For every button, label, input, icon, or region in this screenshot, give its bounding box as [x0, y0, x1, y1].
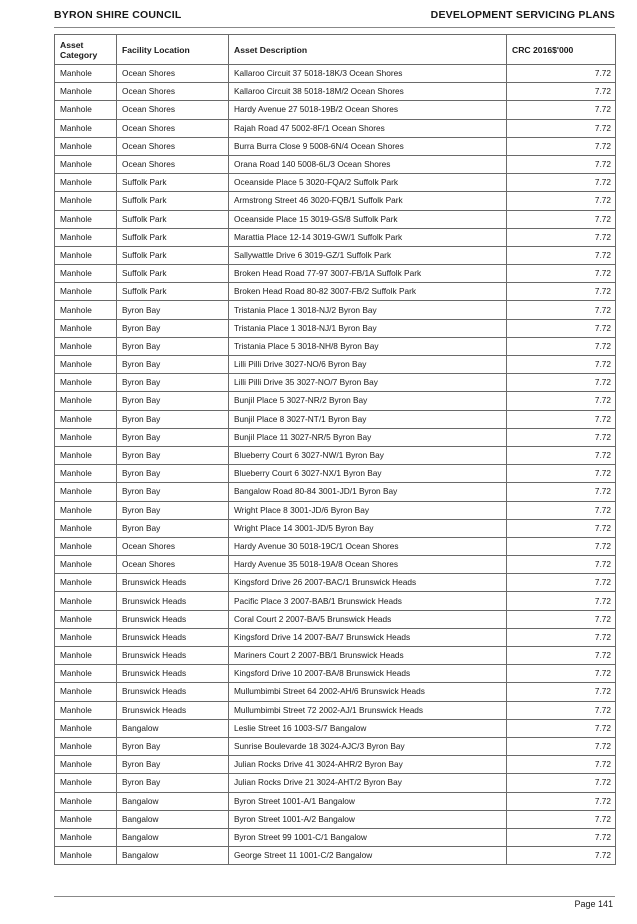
column-header-asset-category: Asset Category: [55, 35, 117, 65]
cell-asset-description: Wright Place 14 3001-JD/5 Byron Bay: [229, 519, 507, 537]
table-row: [55, 446, 616, 464]
cell-facility-location: Brunswick Heads: [117, 610, 229, 628]
cell-asset-category: Manhole: [55, 465, 117, 483]
table-row: [55, 337, 616, 355]
cell-asset-category: Manhole: [55, 374, 117, 392]
cell-asset-description: Wright Place 8 3001-JD/6 Byron Bay: [229, 501, 507, 519]
cell-facility-location: Ocean Shores: [117, 83, 229, 101]
cell-asset-category: Manhole: [55, 683, 117, 701]
table-row: [55, 83, 616, 101]
cell-crc: 7.72: [507, 483, 616, 501]
cell-asset-category: Manhole: [55, 210, 117, 228]
cell-facility-location: Brunswick Heads: [117, 628, 229, 646]
cell-asset-category: Manhole: [55, 665, 117, 683]
cell-crc: 7.72: [507, 701, 616, 719]
cell-asset-category: Manhole: [55, 392, 117, 410]
table-row: [55, 210, 616, 228]
table-row: [55, 847, 616, 865]
cell-asset-category: Manhole: [55, 719, 117, 737]
cell-asset-description: Armstrong Street 46 3020-FQB/1 Suffolk Park: [229, 192, 507, 210]
cell-crc: 7.72: [507, 719, 616, 737]
cell-asset-description: Byron Street 1001-A/1 Bangalow: [229, 792, 507, 810]
cell-facility-location: Brunswick Heads: [117, 665, 229, 683]
cell-asset-category: Manhole: [55, 428, 117, 446]
table-row: [55, 483, 616, 501]
cell-crc: 7.72: [507, 337, 616, 355]
cell-asset-category: Manhole: [55, 101, 117, 119]
cell-facility-location: Bangalow: [117, 847, 229, 865]
cell-crc: 7.72: [507, 174, 616, 192]
cell-asset-category: Manhole: [55, 756, 117, 774]
table-row: [55, 265, 616, 283]
cell-asset-description: Hardy Avenue 30 5018-19C/1 Ocean Shores: [229, 537, 507, 555]
asset-table: [54, 34, 616, 865]
cell-asset-description: Kingsford Drive 26 2007-BAC/1 Brunswick Heads: [229, 574, 507, 592]
table-row: [55, 719, 616, 737]
cell-crc: 7.72: [507, 628, 616, 646]
cell-crc: 7.72: [507, 537, 616, 555]
cell-crc: 7.72: [507, 265, 616, 283]
cell-asset-description: Blueberry Court 6 3027-NX/1 Byron Bay: [229, 465, 507, 483]
cell-crc: 7.72: [507, 665, 616, 683]
table-row: [55, 610, 616, 628]
cell-crc: 7.72: [507, 155, 616, 173]
page-header: [54, 9, 615, 25]
cell-facility-location: Bangalow: [117, 828, 229, 846]
cell-crc: 7.72: [507, 828, 616, 846]
cell-crc: 7.72: [507, 65, 616, 83]
cell-asset-description: Bangalow Road 80-84 3001-JD/1 Byron Bay: [229, 483, 507, 501]
table-row: [55, 374, 616, 392]
column-header-asset-description: Asset Description: [229, 35, 507, 65]
cell-facility-location: Bangalow: [117, 792, 229, 810]
cell-asset-category: Manhole: [55, 228, 117, 246]
cell-facility-location: Bangalow: [117, 719, 229, 737]
cell-facility-location: Byron Bay: [117, 356, 229, 374]
cell-asset-description: Kallaroo Circuit 38 5018-18M/2 Ocean Shores: [229, 83, 507, 101]
cell-asset-description: Hardy Avenue 27 5018-19B/2 Ocean Shores: [229, 101, 507, 119]
cell-crc: 7.72: [507, 228, 616, 246]
cell-crc: 7.72: [507, 392, 616, 410]
table-row: [55, 737, 616, 755]
cell-asset-category: Manhole: [55, 501, 117, 519]
cell-facility-location: Byron Bay: [117, 410, 229, 428]
cell-facility-location: Byron Bay: [117, 501, 229, 519]
cell-asset-category: Manhole: [55, 701, 117, 719]
cell-facility-location: Ocean Shores: [117, 119, 229, 137]
cell-asset-description: Mullumbimbi Street 64 2002-AH/6 Brunswick Heads: [229, 683, 507, 701]
table-row: [55, 228, 616, 246]
table-row: [55, 192, 616, 210]
cell-asset-description: Rajah Road 47 5002-8F/1 Ocean Shores: [229, 119, 507, 137]
cell-facility-location: Suffolk Park: [117, 265, 229, 283]
cell-crc: 7.72: [507, 501, 616, 519]
cell-crc: 7.72: [507, 737, 616, 755]
cell-crc: 7.72: [507, 792, 616, 810]
table-row: [55, 774, 616, 792]
cell-asset-category: Manhole: [55, 83, 117, 101]
cell-asset-description: Blueberry Court 6 3027-NW/1 Byron Bay: [229, 446, 507, 464]
cell-crc: 7.72: [507, 756, 616, 774]
cell-crc: 7.72: [507, 246, 616, 264]
cell-facility-location: Suffolk Park: [117, 210, 229, 228]
cell-asset-description: Pacific Place 3 2007-BAB/1 Brunswick Heads: [229, 592, 507, 610]
table-header-row: [55, 35, 616, 65]
table-row: [55, 301, 616, 319]
cell-asset-category: Manhole: [55, 847, 117, 865]
cell-asset-category: Manhole: [55, 410, 117, 428]
table-row: [55, 465, 616, 483]
cell-crc: 7.72: [507, 83, 616, 101]
cell-asset-description: Orana Road 140 5008-6L/3 Ocean Shores: [229, 155, 507, 173]
cell-crc: 7.72: [507, 683, 616, 701]
cell-crc: 7.72: [507, 610, 616, 628]
cell-asset-category: Manhole: [55, 556, 117, 574]
cell-crc: 7.72: [507, 374, 616, 392]
cell-asset-category: Manhole: [55, 446, 117, 464]
cell-asset-category: Manhole: [55, 301, 117, 319]
cell-asset-description: Lilli Pilli Drive 35 3027-NO/7 Byron Bay: [229, 374, 507, 392]
cell-facility-location: Brunswick Heads: [117, 701, 229, 719]
cell-asset-category: Manhole: [55, 174, 117, 192]
cell-facility-location: Suffolk Park: [117, 246, 229, 264]
cell-asset-description: Sunrise Boulevarde 18 3024-AJC/3 Byron Bay: [229, 737, 507, 755]
table-row: [55, 810, 616, 828]
cell-facility-location: Byron Bay: [117, 465, 229, 483]
table-row: [55, 792, 616, 810]
cell-crc: 7.72: [507, 119, 616, 137]
table-row: [55, 665, 616, 683]
cell-facility-location: Byron Bay: [117, 774, 229, 792]
table-row: [55, 283, 616, 301]
cell-crc: 7.72: [507, 283, 616, 301]
cell-asset-description: Julian Rocks Drive 21 3024-AHT/2 Byron Bay: [229, 774, 507, 792]
cell-crc: 7.72: [507, 101, 616, 119]
cell-asset-category: Manhole: [55, 155, 117, 173]
table-row: [55, 556, 616, 574]
cell-asset-description: George Street 11 1001-C/2 Bangalow: [229, 847, 507, 865]
cell-crc: 7.72: [507, 774, 616, 792]
table-row: [55, 319, 616, 337]
cell-asset-description: Kingsford Drive 10 2007-BA/8 Brunswick Heads: [229, 665, 507, 683]
table-row: [55, 828, 616, 846]
cell-crc: 7.72: [507, 137, 616, 155]
cell-crc: 7.72: [507, 210, 616, 228]
cell-asset-description: Kallaroo Circuit 37 5018-18K/3 Ocean Shores: [229, 65, 507, 83]
cell-asset-description: Sallywattle Drive 6 3019-GZ/1 Suffolk Park: [229, 246, 507, 264]
cell-asset-description: Leslie Street 16 1003-S/7 Bangalow: [229, 719, 507, 737]
cell-facility-location: Bangalow: [117, 810, 229, 828]
cell-asset-category: Manhole: [55, 283, 117, 301]
cell-crc: 7.72: [507, 556, 616, 574]
cell-crc: 7.72: [507, 847, 616, 865]
table-row: [55, 574, 616, 592]
cell-facility-location: Ocean Shores: [117, 137, 229, 155]
cell-facility-location: Brunswick Heads: [117, 574, 229, 592]
cell-facility-location: Ocean Shores: [117, 537, 229, 555]
cell-asset-description: Tristania Place 5 3018-NH/8 Byron Bay: [229, 337, 507, 355]
cell-facility-location: Byron Bay: [117, 319, 229, 337]
cell-facility-location: Byron Bay: [117, 428, 229, 446]
cell-crc: 7.72: [507, 592, 616, 610]
cell-facility-location: Suffolk Park: [117, 192, 229, 210]
table-row: [55, 137, 616, 155]
column-header-crc: CRC 2016$'000: [507, 35, 616, 65]
cell-asset-category: Manhole: [55, 592, 117, 610]
table-row: [55, 392, 616, 410]
cell-asset-category: Manhole: [55, 828, 117, 846]
cell-facility-location: Suffolk Park: [117, 174, 229, 192]
cell-crc: 7.72: [507, 356, 616, 374]
cell-asset-category: Manhole: [55, 519, 117, 537]
cell-crc: 7.72: [507, 446, 616, 464]
table-row: [55, 628, 616, 646]
cell-asset-category: Manhole: [55, 319, 117, 337]
cell-asset-category: Manhole: [55, 574, 117, 592]
cell-facility-location: Byron Bay: [117, 374, 229, 392]
cell-facility-location: Byron Bay: [117, 483, 229, 501]
cell-asset-category: Manhole: [55, 647, 117, 665]
cell-asset-category: Manhole: [55, 192, 117, 210]
cell-asset-description: Broken Head Road 77-97 3007-FB/1A Suffolk Park: [229, 265, 507, 283]
cell-asset-category: Manhole: [55, 356, 117, 374]
cell-facility-location: Ocean Shores: [117, 155, 229, 173]
cell-asset-category: Manhole: [55, 246, 117, 264]
table-row: [55, 155, 616, 173]
cell-crc: 7.72: [507, 647, 616, 665]
cell-facility-location: Suffolk Park: [117, 228, 229, 246]
cell-asset-category: Manhole: [55, 119, 117, 137]
table-row: [55, 410, 616, 428]
cell-asset-category: Manhole: [55, 65, 117, 83]
cell-asset-description: Bunjil Place 11 3027-NR/5 Byron Bay: [229, 428, 507, 446]
cell-facility-location: Suffolk Park: [117, 283, 229, 301]
cell-asset-description: Bunjil Place 5 3027-NR/2 Byron Bay: [229, 392, 507, 410]
cell-asset-description: Marattia Place 12-14 3019-GW/1 Suffolk Park: [229, 228, 507, 246]
cell-facility-location: Byron Bay: [117, 301, 229, 319]
cell-facility-location: Brunswick Heads: [117, 647, 229, 665]
cell-asset-description: Byron Street 1001-A/2 Bangalow: [229, 810, 507, 828]
document-title: DEVELOPMENT SERVICING PLANS: [430, 9, 615, 21]
cell-asset-description: Mullumbimbi Street 72 2002-AJ/1 Brunswick Heads: [229, 701, 507, 719]
cell-asset-description: Oceanside Place 5 3020-FQA/2 Suffolk Park: [229, 174, 507, 192]
cell-facility-location: Byron Bay: [117, 446, 229, 464]
cell-facility-location: Byron Bay: [117, 337, 229, 355]
cell-asset-category: Manhole: [55, 337, 117, 355]
cell-asset-description: Broken Head Road 80-82 3007-FB/2 Suffolk Park: [229, 283, 507, 301]
cell-facility-location: Byron Bay: [117, 756, 229, 774]
cell-crc: 7.72: [507, 301, 616, 319]
cell-facility-location: Ocean Shores: [117, 101, 229, 119]
cell-crc: 7.72: [507, 428, 616, 446]
cell-crc: 7.72: [507, 519, 616, 537]
cell-asset-category: Manhole: [55, 628, 117, 646]
cell-asset-category: Manhole: [55, 810, 117, 828]
cell-asset-description: Burra Burra Close 9 5008-6N/4 Ocean Shores: [229, 137, 507, 155]
cell-asset-description: Tristania Place 1 3018-NJ/2 Byron Bay: [229, 301, 507, 319]
cell-asset-category: Manhole: [55, 483, 117, 501]
council-name: BYRON SHIRE COUNCIL: [54, 9, 182, 21]
cell-asset-category: Manhole: [55, 737, 117, 755]
table-row: [55, 174, 616, 192]
table-row: [55, 428, 616, 446]
cell-asset-description: Coral Court 2 2007-BA/5 Brunswick Heads: [229, 610, 507, 628]
cell-facility-location: Brunswick Heads: [117, 592, 229, 610]
cell-facility-location: Byron Bay: [117, 392, 229, 410]
table-row: [55, 356, 616, 374]
cell-asset-description: Kingsford Drive 14 2007-BA/7 Brunswick Heads: [229, 628, 507, 646]
cell-crc: 7.72: [507, 810, 616, 828]
table-row: [55, 119, 616, 137]
cell-asset-description: Mariners Court 2 2007-BB/1 Brunswick Heads: [229, 647, 507, 665]
header-divider: [54, 27, 615, 28]
cell-asset-description: Tristania Place 1 3018-NJ/1 Byron Bay: [229, 319, 507, 337]
cell-asset-category: Manhole: [55, 610, 117, 628]
table-row: [55, 683, 616, 701]
cell-asset-description: Julian Rocks Drive 41 3024-AHR/2 Byron Bay: [229, 756, 507, 774]
cell-asset-description: Bunjil Place 8 3027-NT/1 Byron Bay: [229, 410, 507, 428]
cell-crc: 7.72: [507, 319, 616, 337]
cell-crc: 7.72: [507, 410, 616, 428]
table-row: [55, 647, 616, 665]
table-row: [55, 756, 616, 774]
table-row: [55, 537, 616, 555]
cell-asset-category: Manhole: [55, 774, 117, 792]
table-row: [55, 701, 616, 719]
table-row: [55, 246, 616, 264]
table-row: [55, 101, 616, 119]
cell-asset-category: Manhole: [55, 265, 117, 283]
cell-crc: 7.72: [507, 574, 616, 592]
cell-asset-description: Hardy Avenue 35 5018-19A/8 Ocean Shores: [229, 556, 507, 574]
cell-facility-location: Brunswick Heads: [117, 683, 229, 701]
cell-asset-category: Manhole: [55, 537, 117, 555]
cell-crc: 7.72: [507, 465, 616, 483]
cell-asset-description: Oceanside Place 15 3019-GS/8 Suffolk Park: [229, 210, 507, 228]
cell-asset-category: Manhole: [55, 792, 117, 810]
cell-crc: 7.72: [507, 192, 616, 210]
page-number: Page 141: [574, 899, 613, 909]
cell-asset-description: Lilli Pilli Drive 3027-NO/6 Byron Bay: [229, 356, 507, 374]
table-body: [55, 65, 616, 865]
cell-asset-description: Byron Street 99 1001-C/1 Bangalow: [229, 828, 507, 846]
cell-facility-location: Ocean Shores: [117, 556, 229, 574]
column-header-facility-location: Facility Location: [117, 35, 229, 65]
cell-asset-category: Manhole: [55, 137, 117, 155]
table-row: [55, 592, 616, 610]
table-row: [55, 501, 616, 519]
cell-facility-location: Byron Bay: [117, 519, 229, 537]
table-row: [55, 519, 616, 537]
cell-facility-location: Ocean Shores: [117, 65, 229, 83]
footer-divider: [54, 896, 615, 897]
cell-facility-location: Byron Bay: [117, 737, 229, 755]
table-row: [55, 65, 616, 83]
